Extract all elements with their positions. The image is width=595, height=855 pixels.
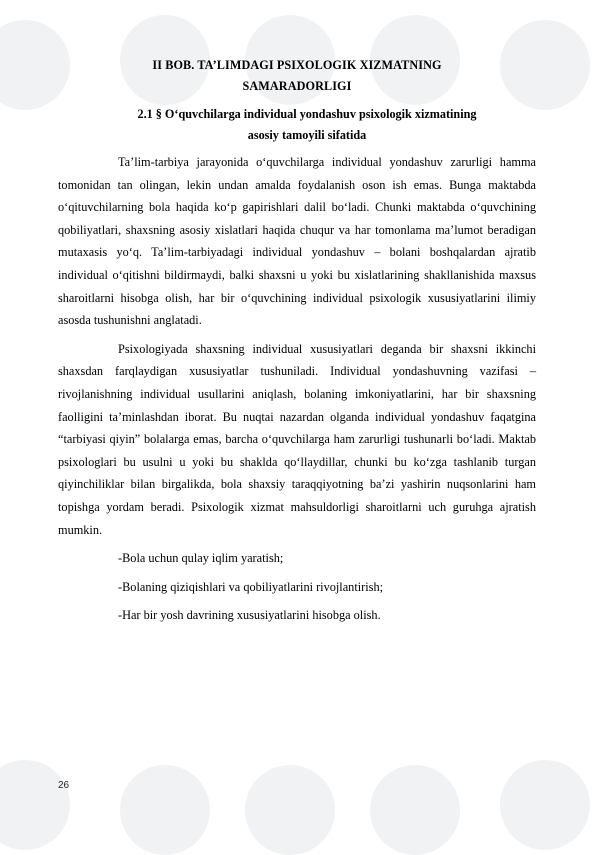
- page-number: 26: [58, 780, 70, 791]
- body-paragraph-1: Ta’lim-tarbiya jarayonida o‘quvchilarga individual yondashuv zarurligi hamma tomonidan tan olingan, lekin undan amalda foydalanish oson ish emas. Bunga maktabda o‘qituvchilarning bola haqida ko‘p gapirishlari dalil bo‘ladi. Chunki maktabda o‘quvchining qobiliyatlari, shaxsning asosiy xislatlari haqida chuqur va har tomonlama ma’lumot beradigan mutaxasis yo‘q. Ta’lim-tarbiyadagi individual yondashuv – bolani boshqalardan ajratib individual o‘qitishni bildirmaydi, balki shaxsni u yoki bu xislatlarining shakllanishida maxsus sharoitlarni hisobga olish, har bir o‘quvchining individual psixologik xususiyatlarini ilimiy asosda tushunishni anglatadi.: [58, 155, 536, 328]
- watermark-shape: [0, 760, 70, 850]
- chapter-title-line2: SAMARADORLIGI: [242, 79, 352, 93]
- list-item: -Bolaning qiziqishlari va qobiliyatlarini rivojlantirish;: [118, 579, 384, 594]
- section-title-line2: asosiy tamoyili sifatida: [247, 128, 367, 142]
- section-title: [58, 104, 536, 146]
- chapter-title: [58, 55, 536, 97]
- chapter-title-line1: II BOB. TA’LIMDAGI PSIXOLOGIK XIZMATNING: [152, 58, 442, 72]
- list-item: -Bola uchun qulay iqlim yaratish;: [118, 551, 284, 566]
- section-title-line1: 2.1 § O‘quvchilarga individual yondashuv psixologik xizmatining: [137, 107, 477, 121]
- watermark-shape: [500, 760, 590, 850]
- document-body: [58, 55, 536, 627]
- body-paragraph-2: Psixologiyada shaxsning individual xususiyatlari deganda bir shaxsni ikkinchi shaxsdan farqlaydigan xususiyatlar tushuniladi. Individual yondashuvning vazifasi – rivojlanishning individual usullarini aniqlash, bolaning imkoniyatlarini, har bir shaxsning faolligini ta’minlashdan iborat. Bu nuqtai nazardan olganda individual yondashuv faqatgina “tarbiyasi qiyin” bolalarga emas, barcha o‘quvchilarga ham zarurligi tushunarli bo‘ladi. Maktab psixologlari bu usulni u yoki bu shaklda qo‘llaydillar, chunki bu ko‘zga tashlanib turgan qiyinchiliklar bilan birgalikda, bola shaxsiy taraqqiyotning ba’zi yashirin nuqsonlarini ham topishga yordam beradi. Psixologik xizmat mahsuldorligi sharoitlarni uch guruhga ajratish mumkin.: [58, 341, 536, 537]
- list-item: -Har bir yosh davrining xususiyatlarini hisobga olish.: [118, 608, 381, 623]
